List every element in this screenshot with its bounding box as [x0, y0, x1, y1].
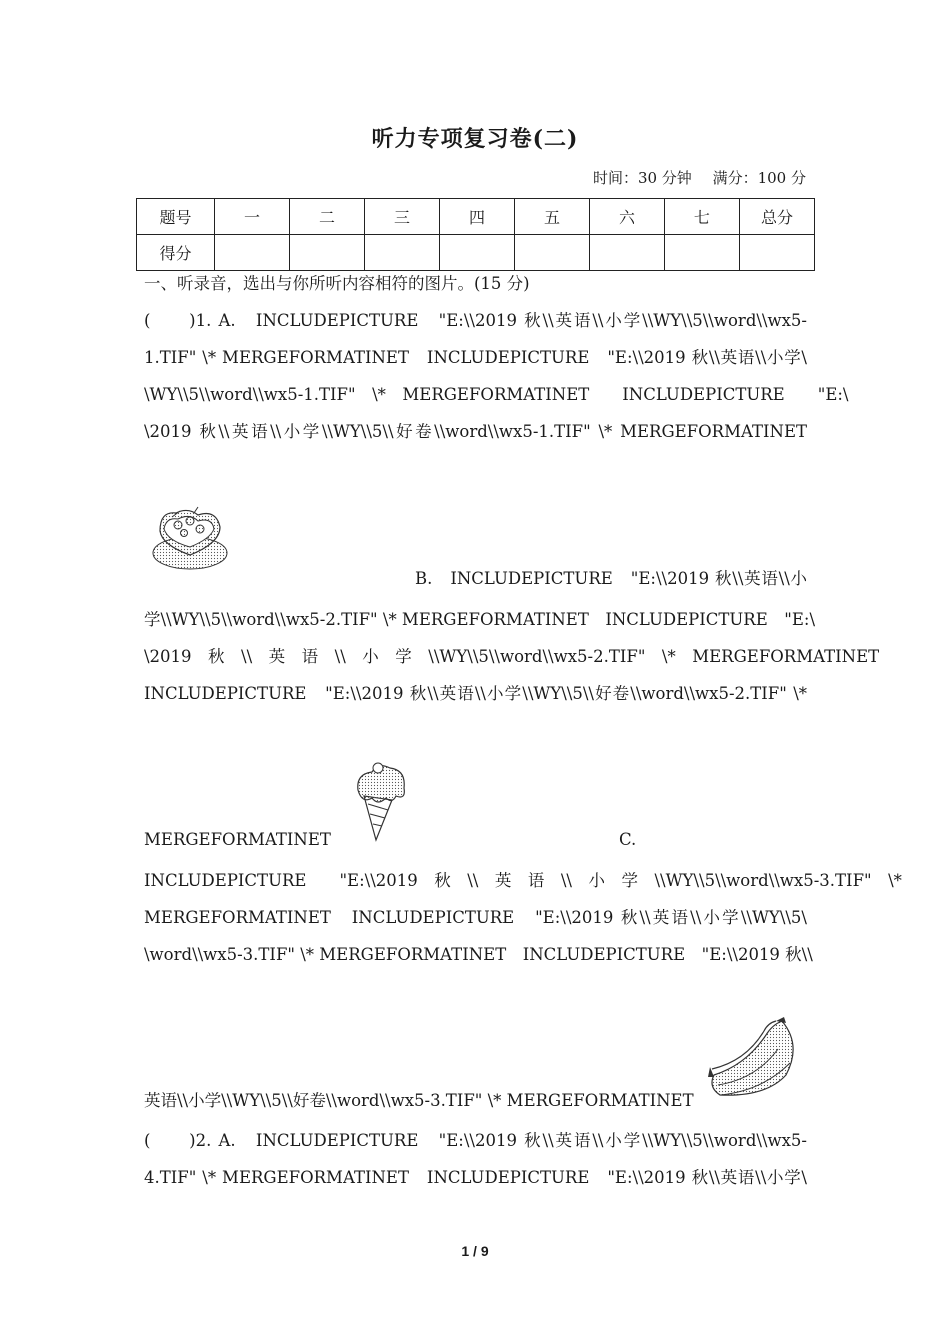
text-line: \2019 秋 \\ 英 语 \\ 小 学 \\WY\\5\\word\\wx5-2.TIF" \* MERGEFORMATINET	[144, 647, 880, 666]
row-label: 得分	[137, 235, 215, 271]
option-c-label: C.	[619, 830, 637, 849]
text-line: \WY\\5\\word\\wx5-1.TIF" \* MERGEFORMATINET INCLUDEPICTURE "E:\	[144, 385, 849, 404]
text-line: INCLUDEPICTURE "E:\\2019 秋 \\ 英 语 \\ 小 学 \\WY\\5\\word\\wx5-3.TIF" \*	[144, 871, 902, 890]
score-cell[interactable]	[215, 235, 290, 271]
header-cell: 题号	[137, 199, 215, 235]
header-cell: 七	[664, 199, 739, 235]
text-line: 1.TIF" \* MERGEFORMATINET INCLUDEPICTURE "E:\\2019 秋\\英语\\小学\	[144, 348, 807, 367]
score-table-score-row	[137, 235, 815, 271]
score-table	[136, 198, 815, 271]
score-cell[interactable]	[439, 235, 514, 271]
time-limit: 时间：30 分钟	[592, 169, 692, 187]
score-cell[interactable]	[589, 235, 664, 271]
text-line: MERGEFORMATINET INCLUDEPICTURE "E:\\2019 秋\\英语\\小学\\WY\\5\	[144, 908, 807, 927]
text-line: 4.TIF" \* MERGEFORMATINET INCLUDEPICTURE "E:\\2019 秋\\英语\\小学\	[144, 1168, 807, 1187]
text-line: B. INCLUDEPICTURE "E:\\2019 秋\\英语\\小	[415, 569, 807, 588]
score-table-header-row	[137, 199, 815, 235]
header-cell: 四	[439, 199, 514, 235]
score-cell[interactable]	[290, 235, 365, 271]
text-line: 英语\\小学\\WY\\5\\好卷\\word\\wx5-3.TIF" \* MERGEFORMATINET	[144, 1091, 694, 1110]
page-number: 1 / 9	[461, 1243, 489, 1259]
header-cell: 三	[365, 199, 440, 235]
text-line: INCLUDEPICTURE "E:\\2019 秋\\英语\\小学\\WY\\5\\好卷\\word\\wx5-2.TIF" \*	[144, 684, 807, 703]
header-cell: 二	[290, 199, 365, 235]
full-score: 满分：100 分	[712, 169, 806, 187]
score-cell[interactable]	[365, 235, 440, 271]
section-heading: 一、听录音，选出与你所听内容相符的图片。(15 分)	[144, 274, 530, 293]
header-cell: 五	[514, 199, 589, 235]
header-cell: 总分	[739, 199, 814, 235]
cake-icon	[150, 503, 230, 573]
text-line: 学\\WY\\5\\word\\wx5-2.TIF" \* MERGEFORMATINET INCLUDEPICTURE "E:\	[144, 610, 816, 629]
header-cell: 六	[589, 199, 664, 235]
text-line: \word\\wx5-3.TIF" \* MERGEFORMATINET INCLUDEPICTURE "E:\\2019 秋\\	[144, 945, 813, 964]
score-cell[interactable]	[664, 235, 739, 271]
text-line: MERGEFORMATINET	[144, 830, 331, 849]
exam-meta	[593, 167, 806, 188]
text-line: ( )2. A. INCLUDEPICTURE "E:\\2019 秋\\英语\\小学\\WY\\5\\word\\wx5-	[144, 1131, 807, 1150]
score-cell[interactable]	[739, 235, 814, 271]
score-cell[interactable]	[514, 235, 589, 271]
text-line: ( )1. A. INCLUDEPICTURE "E:\\2019 秋\\英语\\小学\\WY\\5\\word\\wx5-	[144, 311, 807, 330]
page-title: 听力专项复习卷(二)	[371, 126, 579, 152]
ice-cream-icon	[352, 760, 412, 842]
text-line: \2019 秋\\英语\\小学\\WY\\5\\好卷\\word\\wx5-1.TIF" \* MERGEFORMATINET	[144, 422, 807, 441]
header-cell: 一	[215, 199, 290, 235]
